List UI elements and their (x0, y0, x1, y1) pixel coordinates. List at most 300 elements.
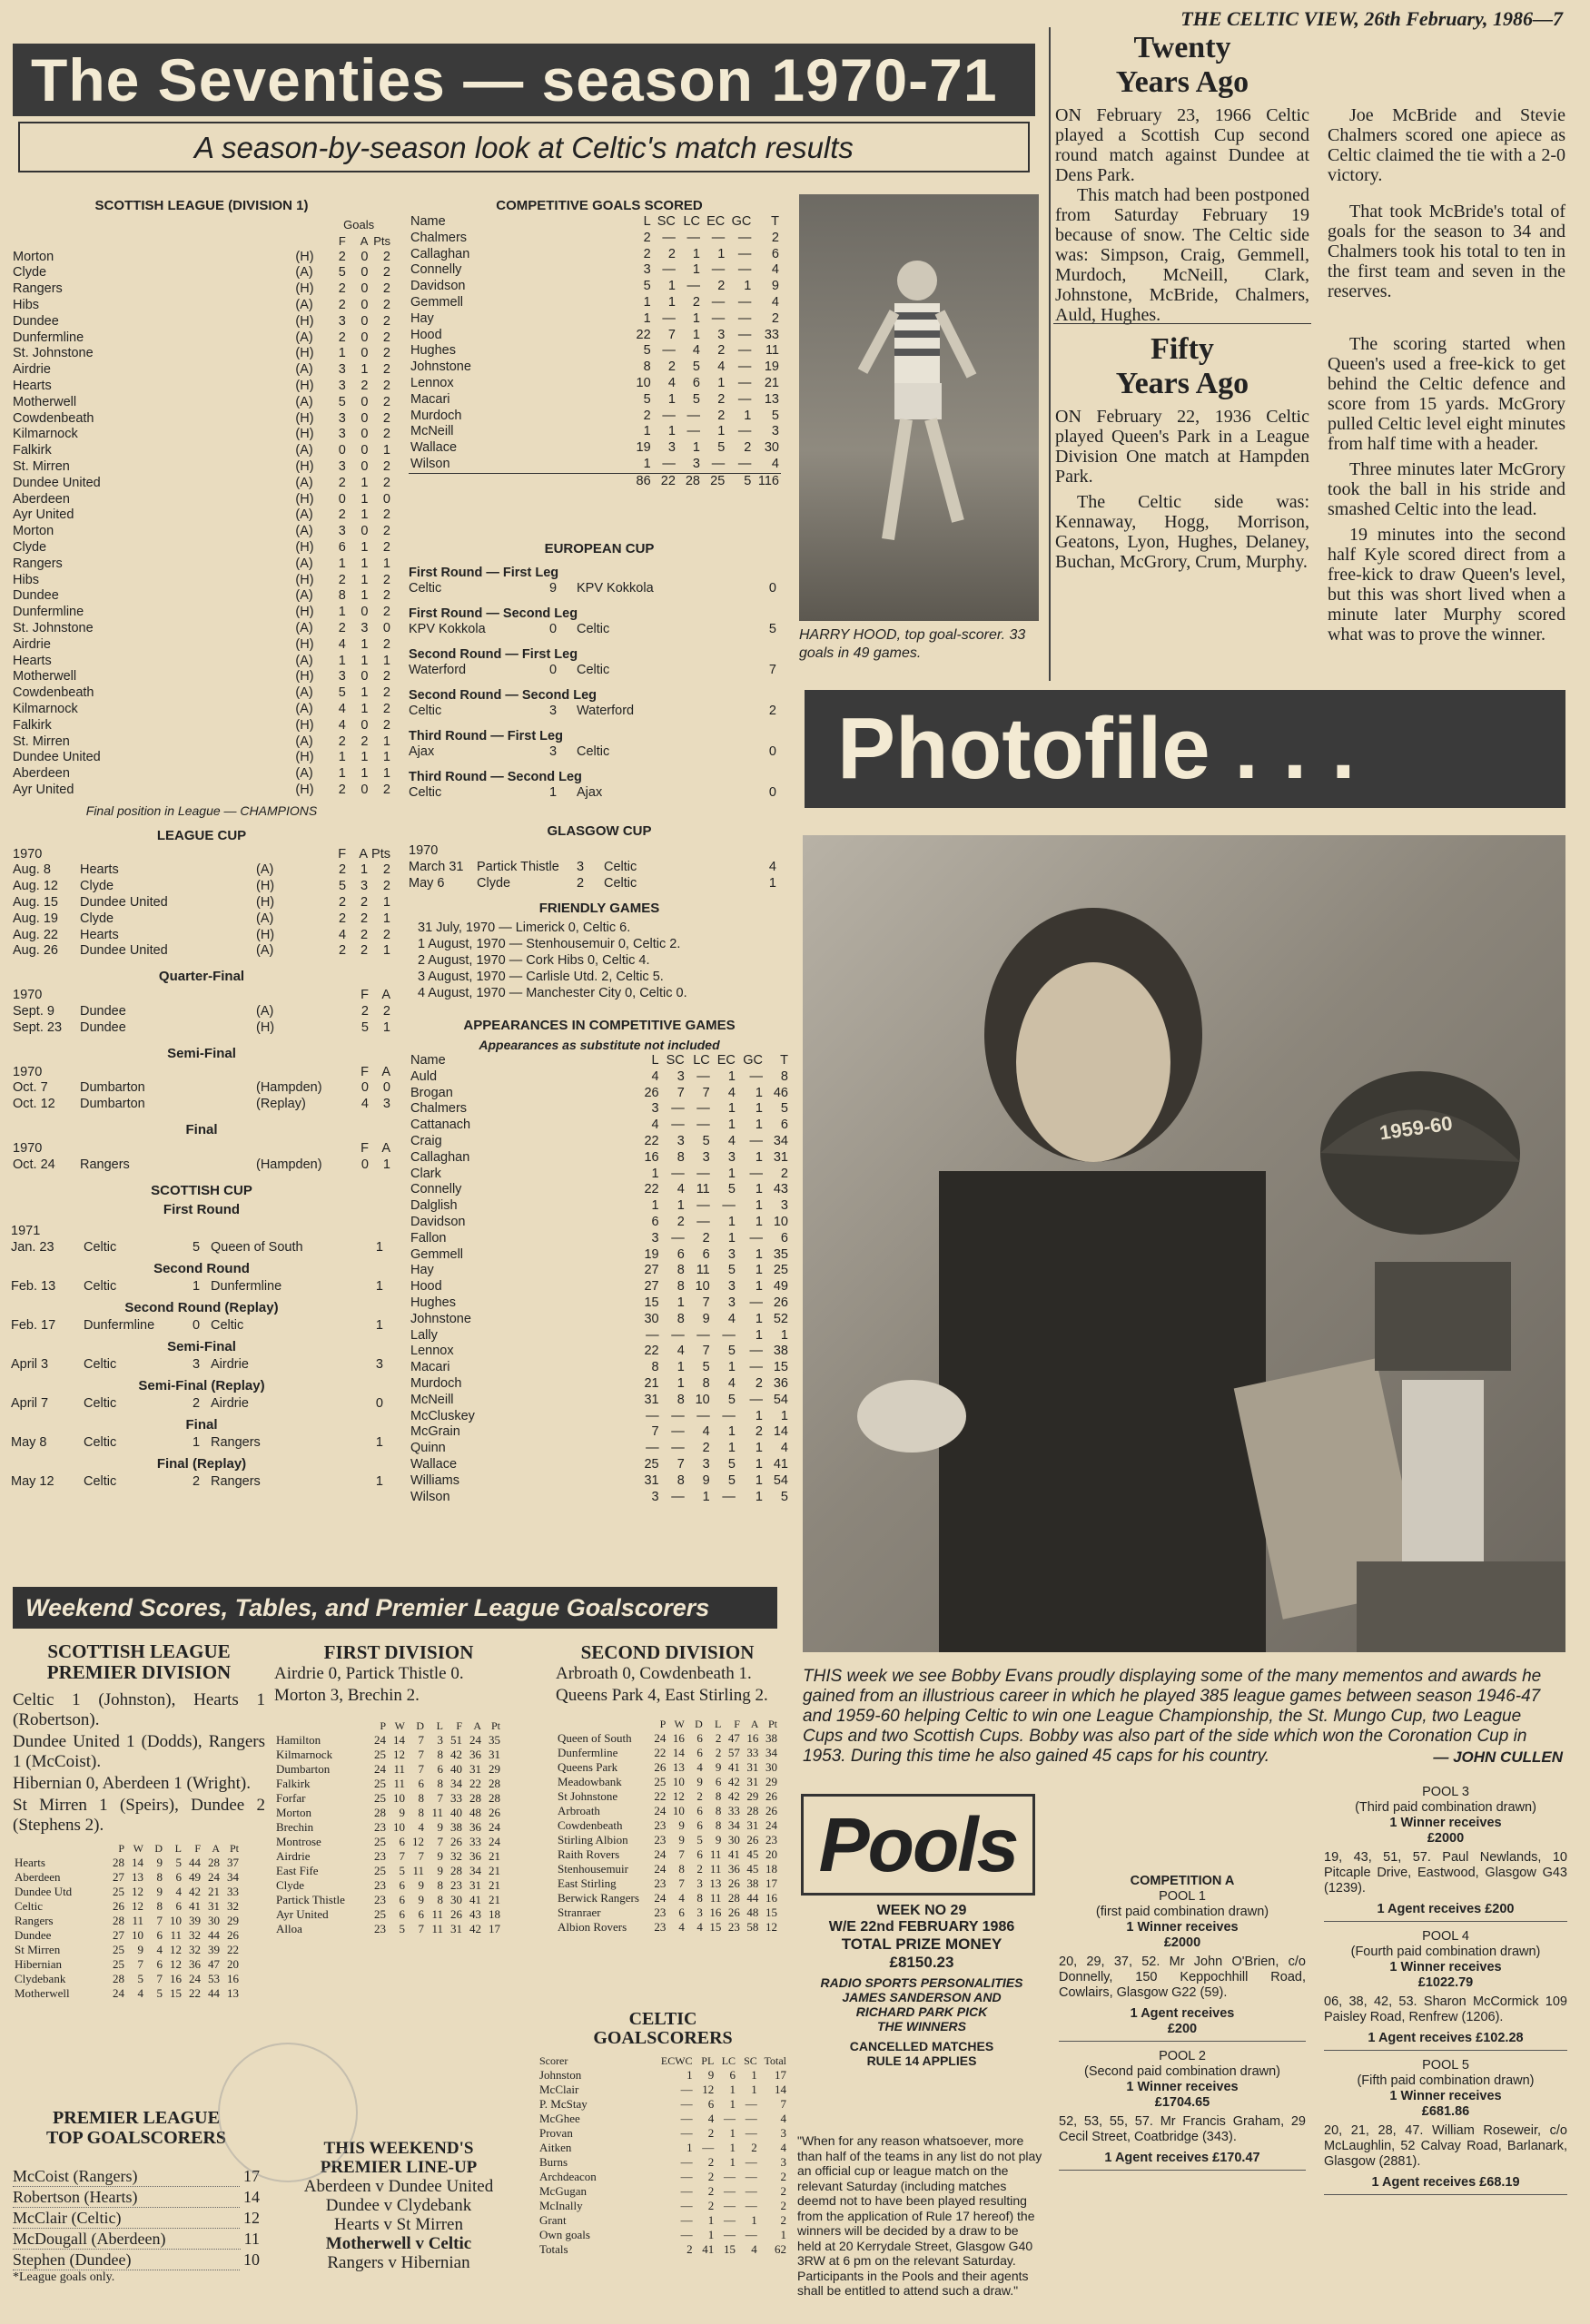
goal-cell: — (662, 408, 676, 423)
col-header: P (380, 1719, 386, 1732)
match-line (409, 875, 790, 891)
col-header: F (194, 1842, 201, 1855)
club-crest-icon (218, 2043, 358, 2182)
score-cell: 2 (382, 717, 390, 733)
score-cell: 1 (338, 766, 346, 782)
goal-cell: 1 (729, 2155, 736, 2169)
score-cell: 1 (360, 701, 369, 716)
competition-label: COMPETITION A (1130, 1874, 1235, 1888)
table-row (11, 750, 392, 766)
stat-cell: 26 (227, 1928, 239, 1942)
apps-cell: 1 (702, 1489, 710, 1504)
opponent: Hibs (11, 573, 293, 589)
col-header: W (674, 1718, 685, 1730)
table-row (11, 476, 392, 492)
scorer-goals: 14 (243, 2188, 260, 2206)
goal-cell: 2 (643, 246, 651, 261)
score-cell: 3 (338, 427, 346, 442)
table-row (556, 1804, 779, 1818)
opponent: Kilmarnock (11, 702, 293, 718)
apps-cell: 3 (727, 1246, 736, 1262)
col-header: A (360, 233, 369, 248)
spacer (254, 847, 326, 863)
table-row (274, 1835, 502, 1849)
stat-cell: 24 (654, 1847, 667, 1861)
score-cell: 2 (360, 1004, 369, 1019)
friendly-line: 31 July, 1970 — Limerick 0, Celtic 6. (418, 921, 631, 935)
stat-cell: 22 (227, 1943, 239, 1956)
player-name: Wallace (410, 1456, 458, 1472)
stat-cell: 36 (727, 1862, 740, 1876)
score-cell: 2 (338, 943, 347, 959)
apps-cell: — (722, 1327, 736, 1343)
pool-amount: £681.86 (1421, 2104, 1470, 2119)
pool-block (1324, 1929, 1567, 2051)
team-name: Queen of South (558, 1731, 632, 1745)
opponent: Falkirk (11, 443, 293, 459)
pool-agent: 1 Agent receives £170.47 (1104, 2151, 1260, 2165)
stat-cell: 5 (399, 1922, 405, 1935)
table-row (409, 328, 781, 344)
venue: (A) (295, 265, 313, 281)
stat-cell: 11 (412, 1864, 424, 1877)
spacer (78, 847, 254, 863)
opponent: Ayr United (11, 783, 293, 799)
col-header: D (154, 1842, 163, 1855)
stat-cell: 6 (418, 1907, 424, 1921)
pool-amount: £2000 (1163, 1935, 1201, 1950)
venue: (H) (256, 879, 275, 894)
date: Sept. 9 (13, 1004, 54, 1019)
team-name: Celtic (15, 1899, 44, 1913)
apps-cell: 8 (676, 1472, 685, 1488)
apps-cell: — (696, 1068, 710, 1084)
team-name: Airdrie (276, 1849, 311, 1863)
stat-cell: 14 (672, 1746, 685, 1759)
appearances-header-row (409, 1053, 790, 1069)
stat-cell: 33 (746, 1746, 759, 1759)
table-row (11, 588, 392, 605)
total-cell: 5 (726, 473, 753, 489)
fifty-p5: 19 minutes into the second half Kyle scored direct from a free-kick to draw Queen's level, but this was short lived when a minute later Murphy scored what was to prove the winner. (1328, 525, 1565, 645)
score-cell: 5 (360, 1019, 369, 1035)
goal-cell: 19 (636, 440, 651, 456)
score-cell: 5 (338, 394, 346, 409)
league-final-position: Final position in League — CHAMPIONS (85, 803, 318, 818)
venue: (A) (295, 653, 313, 668)
team-name: Rangers (15, 1914, 54, 1927)
score-cell: 0 (382, 1080, 390, 1096)
stat-cell: 11 (431, 1922, 443, 1935)
goal-cell: 5 (643, 391, 651, 407)
stat-cell: 32 (189, 1928, 201, 1942)
stat-cell: 21 (489, 1893, 500, 1906)
venue: (A) (295, 766, 313, 782)
apps-cell: 1 (755, 1085, 763, 1100)
table-row (274, 1893, 502, 1907)
scorer-name: Stephen (Dundee) (13, 2250, 240, 2270)
home-score: 1 (193, 1278, 201, 1294)
score-cell: 0 (338, 491, 346, 507)
team-name: Queens Park (558, 1760, 618, 1774)
goal-cell: — (686, 424, 700, 439)
goal-cell: — (737, 424, 752, 439)
apps-cell: 1 (727, 1166, 736, 1181)
goal-cell: 1 (717, 246, 726, 261)
venue: (A) (295, 394, 313, 409)
stat-cell: 6 (696, 1746, 703, 1759)
apps-cell: 1 (755, 1489, 763, 1504)
apps-cell: 1 (727, 1068, 736, 1084)
score-cell: 2 (382, 524, 390, 539)
pick-line: THE WINNERS (877, 2019, 966, 2034)
score-cell: 0 (360, 443, 369, 458)
goal-cell: 1 (667, 391, 676, 407)
apps-cell: 16 (644, 1149, 659, 1165)
cup-year-row (11, 1065, 392, 1081)
glasgow-cup-year: 1970 (409, 843, 439, 858)
stat-cell: 7 (418, 1922, 424, 1935)
goal-cell: 2 (717, 391, 726, 407)
team-name: Montrose (276, 1835, 321, 1848)
apps-cell: — (749, 1133, 763, 1148)
table-row (11, 507, 392, 524)
opponent: Aberdeen (11, 766, 293, 783)
home-team: Dunfermline (84, 1317, 155, 1333)
pool-agent: 1 Agent receives (1130, 2006, 1235, 2021)
match-line (409, 580, 790, 597)
apps-cell: 1 (755, 1118, 763, 1133)
stat-cell: 41 (189, 1899, 201, 1913)
table-row (274, 1878, 502, 1893)
opponent: Morton (11, 524, 293, 540)
stat-cell: 2 (715, 1746, 722, 1759)
score-cell: 3 (338, 669, 346, 684)
goal-cell: — (711, 294, 726, 310)
opponent: Aberdeen (11, 492, 293, 508)
score-cell: 2 (382, 782, 390, 797)
stat-cell: 6 (696, 1804, 703, 1817)
table-row (409, 1263, 790, 1279)
venue: (H) (256, 895, 275, 911)
goal-cell: 8 (643, 359, 651, 375)
opponent: St. Mirren (11, 734, 293, 751)
stat-cell: 11 (170, 1928, 182, 1942)
table-row (11, 1097, 392, 1113)
goal-cell: — (680, 2112, 693, 2125)
apps-cell: 1 (676, 1375, 685, 1391)
table-row (274, 1806, 502, 1820)
spacer (254, 1141, 349, 1157)
pool-block (1059, 2049, 1306, 2171)
team-name: Albion Rovers (558, 1920, 627, 1934)
stat-cell: 30 (450, 1893, 462, 1906)
player-name: Lennox (410, 375, 454, 390)
apps-cell: 1 (755, 1456, 763, 1472)
goal-cell: 2 (771, 230, 779, 245)
opponent: Motherwell (11, 395, 293, 411)
player-name: Lally (410, 1327, 438, 1343)
pool-winner-text: 06, 38, 42, 53. Sharon McCormick 109 Paisley Road, Renfrew (1206). (1324, 1994, 1567, 2024)
stat-cell: 6 (678, 1905, 685, 1919)
twenty-title-a: Twenty (1133, 31, 1231, 64)
table-row (409, 343, 781, 359)
pool-block (1059, 1889, 1306, 2042)
stat-cell: 23 (654, 1920, 667, 1934)
apps-cell: 9 (702, 1472, 710, 1488)
away-score: 1 (375, 1239, 383, 1255)
apps-cell: 3 (651, 1230, 659, 1246)
premier-table (13, 1841, 241, 2001)
table-row (556, 1833, 779, 1847)
pool-desc: (first paid combination drawn) (1095, 1905, 1269, 1919)
goal-cell: 1 (729, 2141, 736, 2154)
table-row (274, 1922, 502, 1936)
score-cell: 1 (360, 862, 369, 878)
apps-cell: 4 (727, 1133, 736, 1148)
table-row (409, 1198, 790, 1215)
apps-cell: — (749, 1360, 763, 1375)
stat-cell: 12 (412, 1835, 424, 1848)
goal-cell: — (680, 2083, 693, 2096)
stat-cell: 23 (727, 1920, 740, 1934)
goal-cell: 4 (771, 456, 779, 471)
appearances-subtitle: Appearances as substitute not included (479, 1038, 720, 1052)
goal-cell: 6 (729, 2068, 736, 2082)
goal-cell: 21 (764, 375, 779, 390)
opponent: Dumbarton (80, 1097, 145, 1112)
total-cell: 22 (653, 473, 677, 489)
stat-cell: 24 (654, 1731, 667, 1745)
stat-cell: 8 (715, 1789, 722, 1803)
goal-cell: 9 (771, 279, 779, 294)
match-line (409, 784, 790, 802)
apps-cell: — (671, 1327, 685, 1343)
table-row (556, 1862, 779, 1876)
stat-cell: 6 (715, 1775, 722, 1788)
stat-cell: 53 (208, 1972, 220, 1985)
premier-results (13, 1690, 265, 1836)
player-name: Dalglish (410, 1198, 458, 1214)
goal-cell: 1 (692, 246, 700, 261)
apps-cell: 10 (695, 1392, 710, 1407)
fixture: Motherwell v Celtic (325, 2234, 472, 2253)
stat-cell: 21 (489, 1864, 500, 1877)
stat-cell: 11 (393, 1777, 405, 1790)
col-header: A (381, 1064, 390, 1079)
pool-divider (1059, 2041, 1306, 2042)
page-header: THE CELTIC VIEW, 26th February, 1986—7 (1180, 7, 1563, 30)
table-row (274, 1907, 502, 1922)
home-team: Partick Thistle (477, 860, 559, 874)
total-cell: 116 (753, 473, 781, 489)
fifty-p4: Three minutes later McGrory took the ball in his stride and smashed Celtic into the lead. (1328, 459, 1565, 519)
date: Jan. 23 (11, 1239, 54, 1255)
goal-cell: — (711, 456, 726, 471)
stat-cell: 6 (418, 1777, 424, 1790)
apps-cell: 31 (644, 1472, 659, 1488)
col-header: ECWC (660, 2054, 693, 2067)
stat-cell: 45 (746, 1847, 759, 1861)
goal-cell: — (680, 2199, 693, 2212)
apps-cell: 1 (780, 1408, 788, 1423)
date: Sept. 23 (13, 1019, 63, 1035)
team-name: Falkirk (276, 1777, 311, 1790)
score-cell: 1 (382, 750, 390, 765)
col-header: L (715, 1718, 722, 1730)
apps-cell: 4 (651, 1068, 659, 1084)
apps-cell: 43 (773, 1182, 788, 1197)
friendly-line: 2 August, 1970 — Cork Hibs 0, Celtic 4. (418, 953, 650, 968)
goal-cell: 5 (692, 359, 700, 375)
score-cell: 1 (338, 750, 346, 765)
goal-cell: 7 (667, 327, 676, 342)
pool-winner-label: 1 Winner receives (1126, 2080, 1239, 2094)
apps-cell: 10 (695, 1279, 710, 1295)
score-cell: 2 (338, 507, 346, 523)
col-header: Pt (229, 1842, 239, 1855)
col-header: Total (764, 2054, 786, 2067)
opponent: Airdrie (11, 637, 293, 654)
home-score: 1 (193, 1434, 201, 1450)
score-cell: 1 (360, 556, 369, 571)
stat-cell: 23 (374, 1849, 386, 1863)
stat-cell: 2 (715, 1731, 722, 1745)
score-cell: 1 (360, 636, 369, 652)
apps-cell: 26 (644, 1085, 659, 1100)
goal-cell: 15 (724, 2242, 736, 2256)
venue: (H) (295, 572, 314, 587)
goal-cell: 41 (702, 2242, 715, 2256)
table-row (11, 298, 392, 314)
stat-cell: 13 (227, 1986, 239, 2000)
table-row (409, 1247, 790, 1264)
apps-cell: 8 (676, 1279, 685, 1295)
away-score: 0 (768, 785, 776, 800)
goals-table (409, 214, 781, 490)
apps-cell: 4 (676, 1344, 685, 1359)
fixture: Dundee v Clydebank (325, 2196, 472, 2215)
score-cell: 2 (338, 782, 346, 797)
stat-cell: 28 (746, 1804, 759, 1817)
pool-desc: (Fourth paid combination drawn) (1350, 1945, 1541, 1959)
stat-cell: 15 (170, 1986, 182, 2000)
score-cell: 0 (360, 410, 369, 426)
col-header: Name (410, 1053, 446, 1068)
table-row (11, 346, 392, 362)
apps-cell: 1 (755, 1263, 763, 1278)
goal-cell: 5 (643, 279, 651, 294)
opponent: Rangers (11, 556, 293, 573)
away-team: Celtic (211, 1317, 244, 1333)
score-cell: 0 (382, 491, 390, 507)
player-name: Quinn (410, 1441, 446, 1456)
apps-cell: 6 (676, 1246, 685, 1262)
team-name: Hamilton (276, 1733, 321, 1747)
goal-cell: — (686, 408, 700, 423)
stat-cell: 58 (746, 1920, 759, 1934)
scorer-name: Provan (539, 2126, 573, 2140)
player-name: Hay (410, 1263, 434, 1278)
goal-cell: — (711, 230, 726, 245)
table-row (409, 1312, 790, 1328)
goal-cell: 9 (707, 2068, 715, 2082)
score-cell: 2 (382, 249, 390, 264)
first-division-title: FIRST DIVISION (323, 1641, 474, 1663)
table-row (556, 1775, 779, 1789)
stat-cell: 23 (374, 1820, 386, 1834)
stat-cell: 27 (113, 1928, 124, 1942)
player-name: Hughes (410, 343, 456, 359)
stat-cell: 9 (437, 1820, 443, 1834)
score-cell: 1 (382, 443, 390, 458)
table-row (11, 540, 392, 556)
venue: (A) (295, 524, 313, 539)
apps-cell: 11 (696, 1182, 710, 1197)
player-name: Davidson (410, 279, 466, 294)
home-team: Celtic (84, 1395, 117, 1411)
table-row (409, 376, 781, 392)
away-team: Rangers (211, 1434, 261, 1450)
col-header: Name (410, 214, 446, 229)
match-line (11, 1317, 392, 1334)
table-row (274, 1864, 502, 1878)
score-cell: 2 (338, 572, 346, 587)
goal-cell: — (737, 359, 752, 375)
col-header: A (750, 1718, 759, 1730)
stat-cell: 7 (418, 1733, 424, 1747)
goal-cell: — (724, 2213, 736, 2227)
goal-cell: — (662, 310, 676, 326)
goal-cell: 1 (707, 2213, 715, 2227)
apps-cell: 54 (773, 1472, 788, 1488)
venue: (H) (295, 378, 314, 393)
stat-cell: 9 (156, 1885, 163, 1898)
score-cell: 1 (360, 362, 369, 378)
apps-cell: 22 (644, 1344, 659, 1359)
goal-cell: — (662, 456, 676, 471)
score-cell: 1 (360, 588, 369, 604)
pools-prize-label: TOTAL PRIZE MONEY (841, 1935, 1002, 1953)
scottish-cup-list (11, 1202, 392, 1490)
stat-cell: 34 (469, 1864, 481, 1877)
goal-cell: — (686, 279, 700, 294)
venue: (A) (295, 362, 313, 378)
score-cell: 1 (360, 475, 369, 490)
round-title: Third Round — First Leg (409, 729, 563, 743)
stat-cell: 44 (189, 1856, 201, 1869)
match-line (11, 1395, 392, 1412)
apps-cell: 1 (727, 1230, 736, 1246)
apps-cell: 1 (727, 1441, 736, 1456)
table-row (409, 1409, 790, 1425)
stat-cell: 44 (208, 1986, 220, 2000)
score-cell: 1 (382, 766, 390, 782)
date: May 6 (409, 876, 445, 891)
pool-divider (1059, 2170, 1306, 2171)
table-row (11, 314, 392, 330)
home-team: Celtic (409, 785, 442, 800)
home-team: Celtic (409, 581, 442, 596)
apps-cell: — (696, 1166, 710, 1181)
venue: (Replay) (256, 1097, 306, 1112)
stat-cell: 36 (189, 1957, 201, 1971)
apps-cell: — (749, 1392, 763, 1407)
stat-cell: 28 (208, 1856, 220, 1869)
goal-cell: — (737, 262, 752, 278)
fifty-title-a: Fifty (1151, 332, 1214, 366)
stat-cell: 44 (746, 1891, 759, 1905)
